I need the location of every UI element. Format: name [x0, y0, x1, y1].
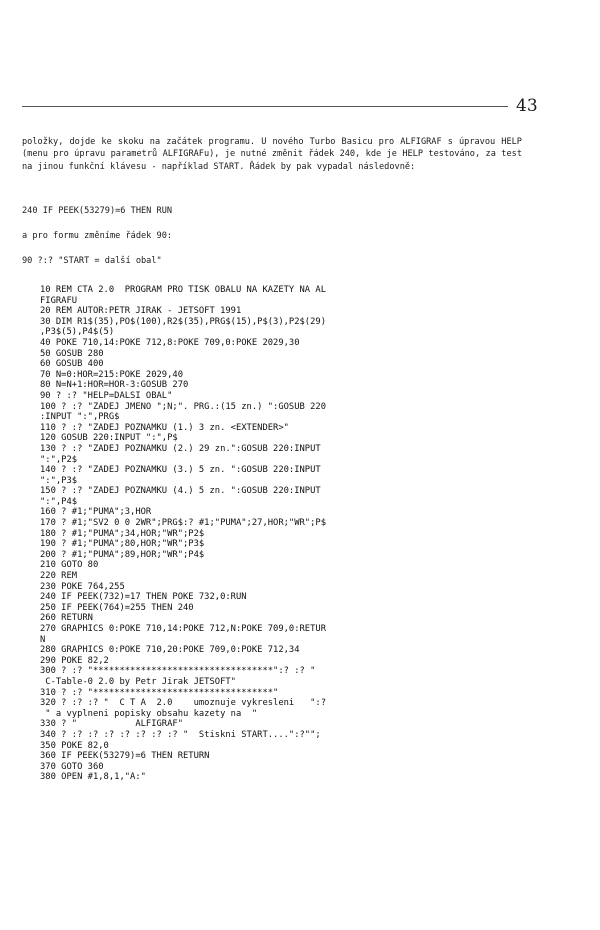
paragraph-text: položky, dojde ke skoku na začátek programu. U nového Turbo Basicu pro ALFIGRAF s úpravou HELP (menu pro úpravu parametrů ALFIGRAFu), je nutné změnit řádek 240, kde je HELP testováno, za test na jinou funkční klávesu - například START. Řádek by pak vypadal následovně:: [22, 137, 522, 172]
listing-line: 10 REM CTA 2.0 PROGRAM PRO TISK OBALU NA KAZETY NA AL: [40, 285, 326, 295]
listing-line: ":",P4$: [40, 496, 78, 507]
listing-line: 150 ? :? "ZADEJ POZNAMKU (4.) 5 zn. ":GOSUB 220:INPUT: [40, 486, 321, 497]
paragraph-change-line-90: a pro formu změníme řádek 90:: [22, 231, 173, 241]
page-number: 43: [516, 96, 538, 116]
listing-line: 100 ? :? "ZADEJ JMENO ";N;". PRG.:(15 zn.) ":GOSUB 220: [40, 401, 326, 412]
code-line-240: 240 IF PEEK(53279)=6 THEN RUN: [22, 206, 173, 216]
listing-line: 270 GRAPHICS 0:POKE 710,14:POKE 712,N:POKE 709,0:RETUR: [40, 624, 326, 634]
listing-line: 130 ? :? "ZADEJ POZNAMKU (2.) 29 zn.":GOSUB 220:INPUT: [40, 443, 321, 454]
listing-line: FIGRAFU: [40, 295, 78, 306]
listing-line: 280 GRAPHICS 0:POKE 710,20:POKE 709,0:POKE 712,34: [40, 645, 300, 656]
listing-line: 120 GOSUB 220:INPUT ":",P$: [40, 433, 178, 444]
listing-line: 340 ? :? :? :? :? :? :? :? " Stiskni START....":?"";: [40, 729, 321, 740]
listing-line: 250 IF PEEK(764)=255 THEN 240: [40, 602, 194, 613]
listing-line: 290 POKE 82,2: [40, 655, 109, 666]
listing-line: 320 ? :? :? " C T A 2.0 umoznuje vykresleni ":?: [40, 698, 326, 709]
listing-line: ":",P2$: [40, 454, 78, 465]
listing-line: 200 ? #1;"PUMA";89,HOR;"WR";P4$: [40, 549, 205, 560]
listing-line: 260 RETURN: [40, 613, 93, 624]
listing-line: 50 GOSUB 280: [40, 348, 104, 359]
listing-line: N: [40, 634, 46, 645]
listing-line: 40 POKE 710,14:POKE 712,8:POKE 709,0:POKE 2029,30: [40, 337, 300, 348]
listing-line: 110 ? :? "ZADEJ POZNAMKU (1.) 3 zn. <EXTENDER>": [40, 422, 289, 433]
listing-line: 330 ? " ALFIGRAF": [40, 719, 183, 730]
listing-line: 230 POKE 764,255: [40, 581, 125, 592]
listing-line: 300 ? :? "**********************************":? :? ": [40, 666, 316, 677]
listing-line: 350 POKE 82,0: [40, 740, 109, 751]
paragraph-intro: [22, 136, 522, 173]
listing-line: 140 ? :? "ZADEJ POZNAMKU (3.) 5 zn. ":GOSUB 220:INPUT: [40, 465, 321, 476]
listing-line: 380 OPEN #1,8,1,"A:": [40, 772, 146, 783]
listing-line: 70 N=0:HOR=215:POKE 2029,40: [40, 369, 183, 380]
listing-line: 20 REM AUTOR:PETR JIRAK - JETSOFT 1991: [40, 306, 242, 317]
listing-line: 370 GOTO 360: [40, 761, 104, 772]
listing-line: 310 ? :? "**********************************": [40, 687, 279, 698]
listing-line: 180 ? #1;"PUMA";34,HOR;"WR";P2$: [40, 528, 205, 539]
listing-line: 190 ? #1;"PUMA";80,HOR;"WR";P3$: [40, 539, 205, 550]
listing-line: C-Table-0 2.0 by Petr Jirak JETSOFT": [40, 676, 236, 687]
listing-line: 80 N=N+1:HOR=HOR-3:GOSUB 270: [40, 380, 189, 391]
listing-line: 240 IF PEEK(732)=17 THEN POKE 732,0:RUN: [40, 592, 247, 603]
header-rule: [22, 106, 508, 107]
listing-line: 220 REM: [40, 571, 78, 582]
listing-line: 210 GOTO 80: [40, 560, 99, 571]
basic-program-listing: [40, 285, 480, 783]
listing-line: ":",P3$: [40, 475, 78, 486]
listing-line: 170 ? #1;"SV2 0 0 2WR";PRG$:? #1;"PUMA";27,HOR;"WR";P$: [40, 518, 326, 529]
listing-line: :INPUT ":",PRG$: [40, 412, 120, 423]
listing-line: 60 GOSUB 400: [40, 359, 104, 370]
listing-line: 90 ? :? "HELP=DALSI OBAL": [40, 390, 173, 401]
listing-line: 30 DIM R1$(35),PO$(100),R2$(35),PRG$(15),P$(3),P2$(29): [40, 316, 326, 327]
listing-line: 360 IF PEEK(53279)=6 THEN RETURN: [40, 751, 210, 762]
code-line-90: 90 ?:? "START = další obal": [22, 256, 162, 266]
listing-line: ,P3$(5),P4$(5): [40, 327, 115, 338]
listing-line: " a vyplneni popisky obsahu kazety na ": [40, 708, 258, 719]
listing-line: 160 ? #1;"PUMA";3,HOR: [40, 507, 152, 518]
